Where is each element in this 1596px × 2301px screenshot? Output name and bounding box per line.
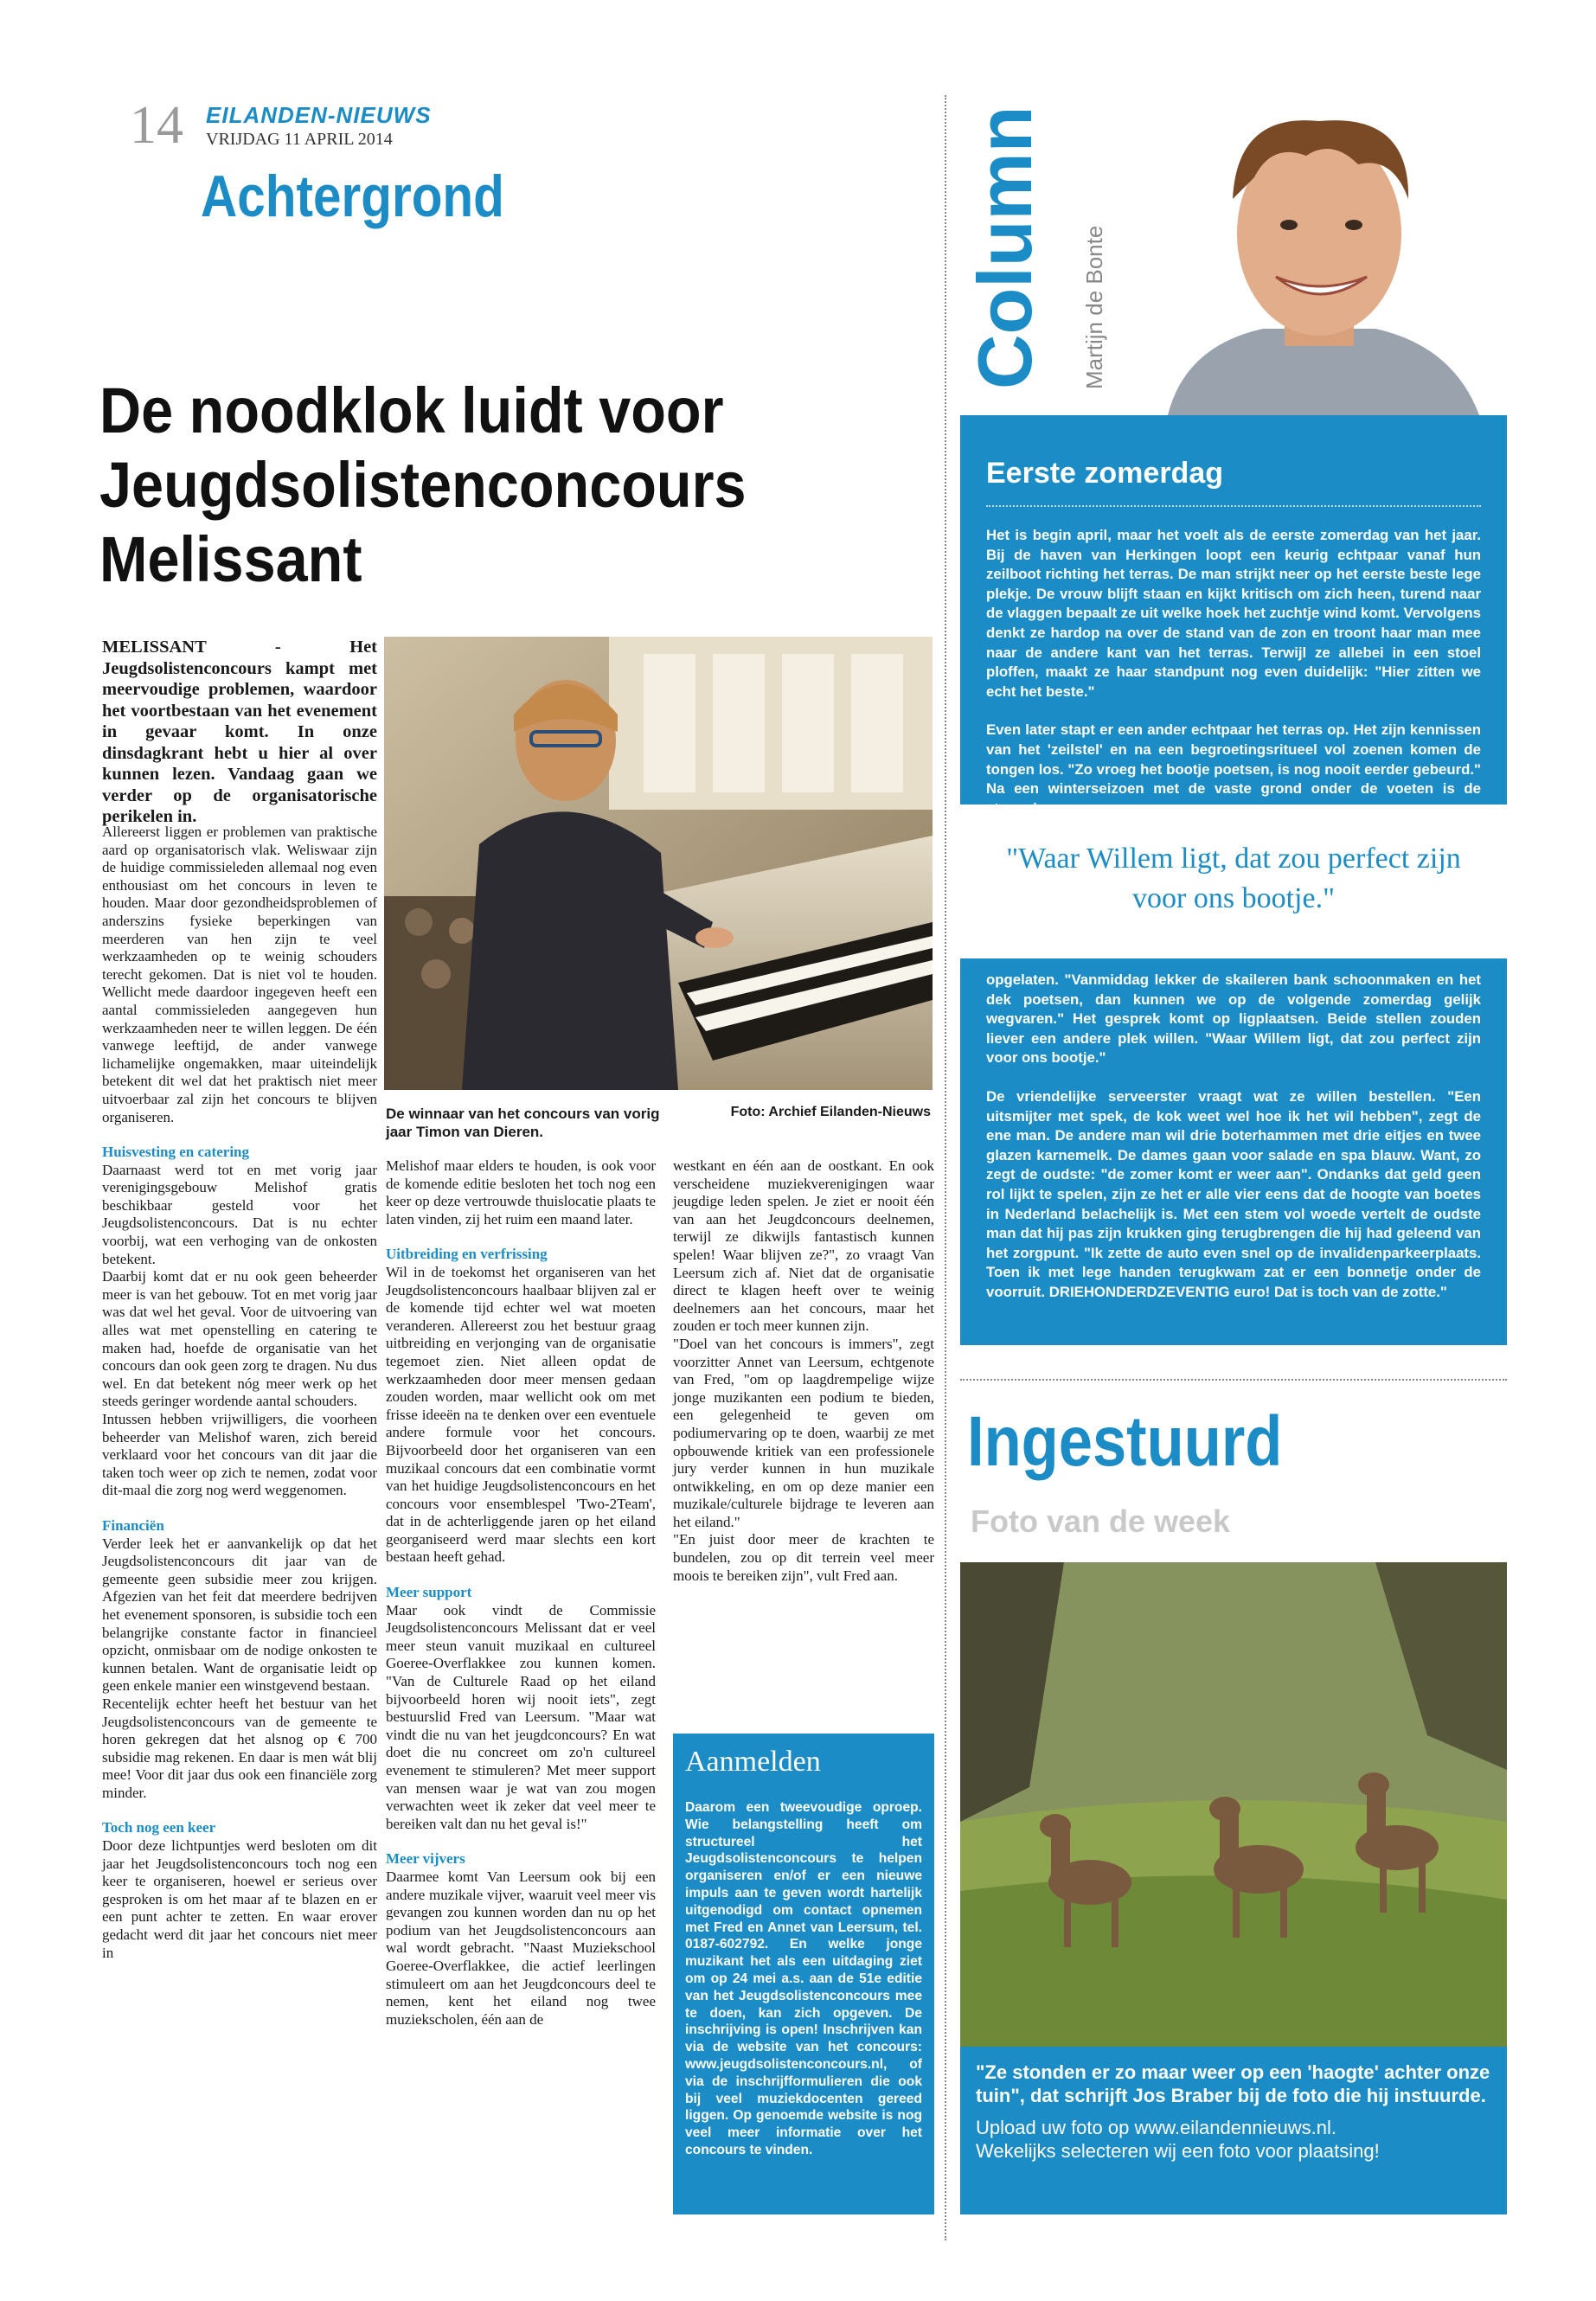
column-title: Eerste zomerdag [986,457,1223,490]
aanmelden-title: Aanmelden [685,1746,821,1778]
pullquote: "Waar Willem ligt, dat zou perfect zijn voor ons bootje." [1006,843,1461,914]
paragraph: Daarnaast werd tot en met vorig jaar verenigingsgebouw Melishof gratis beschikbaar gesteld voor het Jeugdsolistenconcours. Dat is nu echter voorbij, wat een verhoging van de onkosten betekent. [102,1161,377,1267]
issue-date: VRIJDAG 11 APRIL 2014 [206,130,393,149]
paragraph: westkant en één aan de oostkant. En ook verscheidene muziekverenigingen waar jeugdige leden spelen. Je ziet er nooit één van aan het Jeugdconcours deelnemen, terwijl ze dikwijls fantastisch kunnen spelen! Waar blijven ze?", zo vraagt Van Leersum zich af. Niet dat de organisatie direct te klagen heeft over te weinig deelnemers aan het concours, maar het zouden er toch meer kunnen zijn. [673,1157,934,1335]
column-author: Martijn de Bonte [1081,225,1107,389]
column-divider [945,95,946,2240]
subheading: Toch nog een keer [102,1819,216,1836]
photo-caption: De winnaar van het concours van vorig jaar Timon van Dieren. [386,1106,660,1140]
paragraph: Daarmee komt Van Leersum ook bij een andere muzikale vijver, waaruit veel meer vis gevangen zou kunnen worden dan nu op het podium van het Jeugdsolistenconcours aan wal wordt gebracht. "Naast Muziekschool Goeree-Overflakkee, die actief leerlingen stimuleert om aan het Jeugdconcours deel te nemen, kent het eiland nog twee muziekscholen, één aan de [386,1868,656,2028]
subheading: Huisvesting en catering [102,1144,249,1161]
paragraph: "En juist door meer de krachten te bundelen, zou op dit terrein veel meer moois te bereiken zijn", vult Fred aan. [673,1531,934,1584]
article-headline: De noodklok luidt voor Jeugdsolistenconcours Melissant [99,375,747,595]
paragraph: Intussen hebben vrijwilligers, die voorheen beheerder van Melishof waren, zich bereid verklaard voor het concours van dit jaar die taken toch weer op zich te nemen, zodat voor dit-maal die zorg nog werd weggenomen. [102,1411,377,1499]
paragraph: Wil in de toekomst het organiseren van het Jeugdsolistenconcours haalbaar blijven zal er de komende tijd echter wel wat moeten veranderen. Allereerst zou het bestuur graag uitbreiding en verjonging van de organisatie tegemoet zien. Niet alleen opdat de werkzaamheden door meer mensen gedaan zouden worden, maar wellicht ook om met frisse ideeën na te denken over een eventuele andere formule voor het concours. Bijvoorbeeld door het organiseren van een muzikaal concours dat een combinatie vormt van het huidige Jeugdsolistenconcours en het concours voor ensemblespel 'Two-2Team', dat in de achterliggende jaren op het eiland georganiseerd werd maar slechts een kort bestaan heeft gehad. [386,1263,656,1566]
ingestuurd-title: Ingestuurd [967,1402,1283,1481]
photo-caption-box [960,2047,1507,2214]
article-column-1 [102,824,377,1962]
article-lead: MELISSANT - Het Jeugdsolistenconcours kampt met meervoudige problemen, waardoor het voortbestaan van het evenement in gevaar komt. In onze dinsdagkrant hebt u hier al over kunnen lezen. Vandaag gaan we verder op de organisatorische perikelen in. [102,638,377,826]
deer-illustration [960,1562,1507,2047]
article-column-3 [673,1157,934,1585]
portrait-illustration [1133,95,1505,415]
section-title: Achtergrond [201,163,504,229]
column-title-rule [986,505,1481,507]
paragraph: opgelaten. "Vanmiddag lekker de skaileren bank schoonmaken en het dek poetsen, dan kunnen we op de volgende zomerdag gelijk wegvaren." Het gesprek komt op ligplaatsen. Beide stellen zouden liever een andere plek willen. "Waar Willem ligt, dat zou perfect zijn voor ons bootje." [986,971,1481,1067]
masthead-logo: EILANDEN-NIEUWS [206,102,432,128]
paragraph: Door deze lichtpuntjes werd besloten om dit jaar het Jeugdsolistenconcours toch nog een keer te organiseren, hoewel er serieus over gesproken is om het maar af te blazen en er een punt achter te zetten. En waar erover gedacht werd dit jaar het concours niet meer in [102,1837,377,1961]
paragraph: "Doel van het concours is immers", zegt voorzitter Annet van Leersum, echtgenote van Fred, "om op laagdrempelige wijze jonge muzikanten een podium te bieden, een gelegenheid te geven om podiumervaring op te doen, waarbij ze met opbouwende kritiek van een professionele jury verder kunnen in hun muzikale ontwikkeling, en om op deze manier een muzikale/culturele bijdrage te leveren aan het eiland." [673,1335,934,1530]
aanmelden-box [673,1734,934,2214]
paragraph: Even later stapt er een ander echtpaar het terras op. Het zijn kennissen van het 'zeilstel' en na een begroetingsritueel vol zoenen komen de tongen los. "Zo vroeg het bootje poetsen, is nog nooit eerder gebeurd." Na een winterseizoen met de vaste grond onder de voeten is de [986,721,1481,798]
subheading: Financiën [102,1516,164,1534]
subheading: Uitbreiding en verfrissing [386,1246,548,1263]
deer-photo [960,1562,1507,2047]
section-divider [960,1379,1507,1381]
column-label: Column [962,106,1048,389]
organ-player-illustration [384,637,933,1090]
column-box [960,415,1507,1345]
article-column-2 [386,1157,656,2029]
foto-van-de-week-label: Foto van de week [971,1503,1231,1539]
paragraph: Daarbij komt dat er nu ook geen beheerder meer is van het gebouw. Tot en met vorig jaar was dat wel het geval. Voor de uitvoering van alles wat met openstelling en catering te maken had, hoefde de organisatie van het concours dan ook geen zorg te dragen. Nu dus wel. En dat betekent nóg meer werk op het steeds geringer wordende aantal schouders. [102,1268,377,1410]
paragraph: Recentelijk echter heeft het bestuur van het Jeugdsolistenconcours van de gemeente te horen gekregen dat het alsnog op € 700 subsidie mag rekenen. En daar is men wát blij mee! Voor dit jaar dus ook een financiële zorg minder. [102,1695,377,1801]
aanmelden-body: Daarom een tweevoudige oproep. Wie belangstelling heeft om structureel het Jeugdsolistenconcours te helpen organiseren en/of er een nieuwe impuls aan te geven wordt hartelijk uitgenodigd om contact opnemen met Fred en Annet van Leersum, tel. 0187-602792. En welke jonge muzikant het als een uitdaging ziet om op 24 mei a.s. aan de 51e editie van het Jeugdsolistenconcours mee te doen, kan zich opgeven. De inschrijving is open! Inschrijven kan via de website van het concours: www.jeugdsolistenconcours.nl, of via de inschrijfformulieren die ook bij veel muziekdocenten gereed liggen. Op genoemde website is nog veel meer informatie over het concours te vinden. [685,1800,922,2157]
paragraph: Allereerst liggen er problemen van praktische aard op organisatorisch vlak. Weliswaar zijn de huidige commissieleden allemaal nog even enthousiast om het concours in leven te houden. Maar door gezondheidsproblemen of anderszins fysieke beperkingen van meerderen van hen zijn te veel werkzaamheden op te weinig schouders terecht gekomen. Dat is niet vol te houden. Wellicht mede daardoor ingegeven heeft een aantal commissieleden aangegeven hun werkzaamheden neer te willen leggen. De één vanwege leeftijd, de ander vanwege lichamelijke ongemakken, maar uiteindelijk betekent dit wel dat het praktisch niet meer uitvoerbaar zal zijn het concours te blijven organiseren. [102,824,377,1125]
page-number: 14 [130,96,183,155]
upload-line-2: Wekelijks selecteren wij een foto voor plaatsing! [976,2140,1380,2162]
subheading: Meer vijvers [386,1850,465,1868]
upload-line-1: Upload uw foto op www.eilandennieuws.nl. [976,2117,1337,2138]
column-body-1 [986,526,1481,818]
organ-player-photo [384,637,933,1090]
paragraph: Maar ook vindt de Commissie Jeugdsolistenconcours Melissant dat er veel meer steun vanuit muzikaal en cultureel Goeree-Overflakkee zou kunnen komen. "Van de Culturele Raad op het eiland bijvoorbeeld horen wij nooit iets", zegt bestuurslid Fred van Leersum. "Maar wat vindt die nu van het jeugdconcours? En wat doet die nu concreet om zo'n cultureel evenement te stimuleren? Met meer support van mensen waar je wat van zou mogen verwachten weet ik zeker dat veel meer te bereiken valt dan nu het geval is!" [386,1601,656,1832]
paragraph: De vriendelijke serveerster vraagt wat ze willen bestellen. "Een uitsmijter met spek, de kok weet wel hoe ik het wil hebben", zegt de ene man. De andere man wil drie boterhammen met drie eitjes en twee glazen karnemelk. De dames gaan voor salade en spa blauw. Want, zo zegt de oudste: "de zomer komt er weer aan". Ondanks dat geld geen rol lijkt te spelen, zijn ze het er alle vier eens dat de hoogte van boetes in Nederland belachelijk is. Met een stem vol woede vertelt de oudste man dat hij pas zijn krukken ging terugbrengen die hij had geleend van het zorgpunt. "Ik zette de auto even snel op de invalidenparkeerplaats. Toen ik met lege handen terugkwam zat er een bonnetje onder de voorruit. DRIEHONDERDZEVENTIG euro! Dat is toch van de zotte." [986,1087,1481,1300]
photo-credit: Foto: Archief Eilanden-Nieuws [730,1105,931,1119]
reader-photo-caption: "Ze stonden er zo maar weer op een 'haogte' achter onze tuin", dat schrijft Jos Braber bij de foto die hij instuurde. [976,2061,1490,2106]
subheading: Meer support [386,1584,472,1601]
column-body-2 [986,971,1481,1303]
author-portrait [1133,95,1505,415]
paragraph: Verder leek het er aanvankelijk op dat het Jeugdsolistenconcours dit jaar van de gemeente geen subsidie meer zou krijgen. Afgezien van het feit dat meerdere bedrijven het evenement sponsoren, is subsidie toch een belangrijke constante factor in financieel opzicht, onmisbaar om de nodige onkosten te kunnen betalen. Want de organisatie leidt op geen enkele manier een winstgevend bestaan. [102,1535,377,1695]
paragraph: Het is begin april, maar het voelt als de eerste zomerdag van het jaar. Bij de haven van Herkingen loopt een keurig echtpaar vanaf hun zeilboot richting het terras. De man strijkt neer op het eerste beste lege plekje. De vrouw blijft staan en kijkt kritisch om zich heen, turend naar de vlaggen bepaalt ze uit welke hoek het zuchtje wind komt. Vervolgens denkt ze hardop na over de stand van de zon en troont haar man mee naar de andere kant van het terras. Terwijl ze allebei in een stoel ploffen, maakt ze haar standpunt nog even duidelijk: "Hier zitten we echt het beste." [986,527,1481,700]
paragraph: Melishof maar elders te houden, is ook voor de komende editie besloten het toch nog een keer op deze vertrouwde thuislocatie plaats te laten vinden, zij het ruim een maand later. [386,1157,656,1227]
